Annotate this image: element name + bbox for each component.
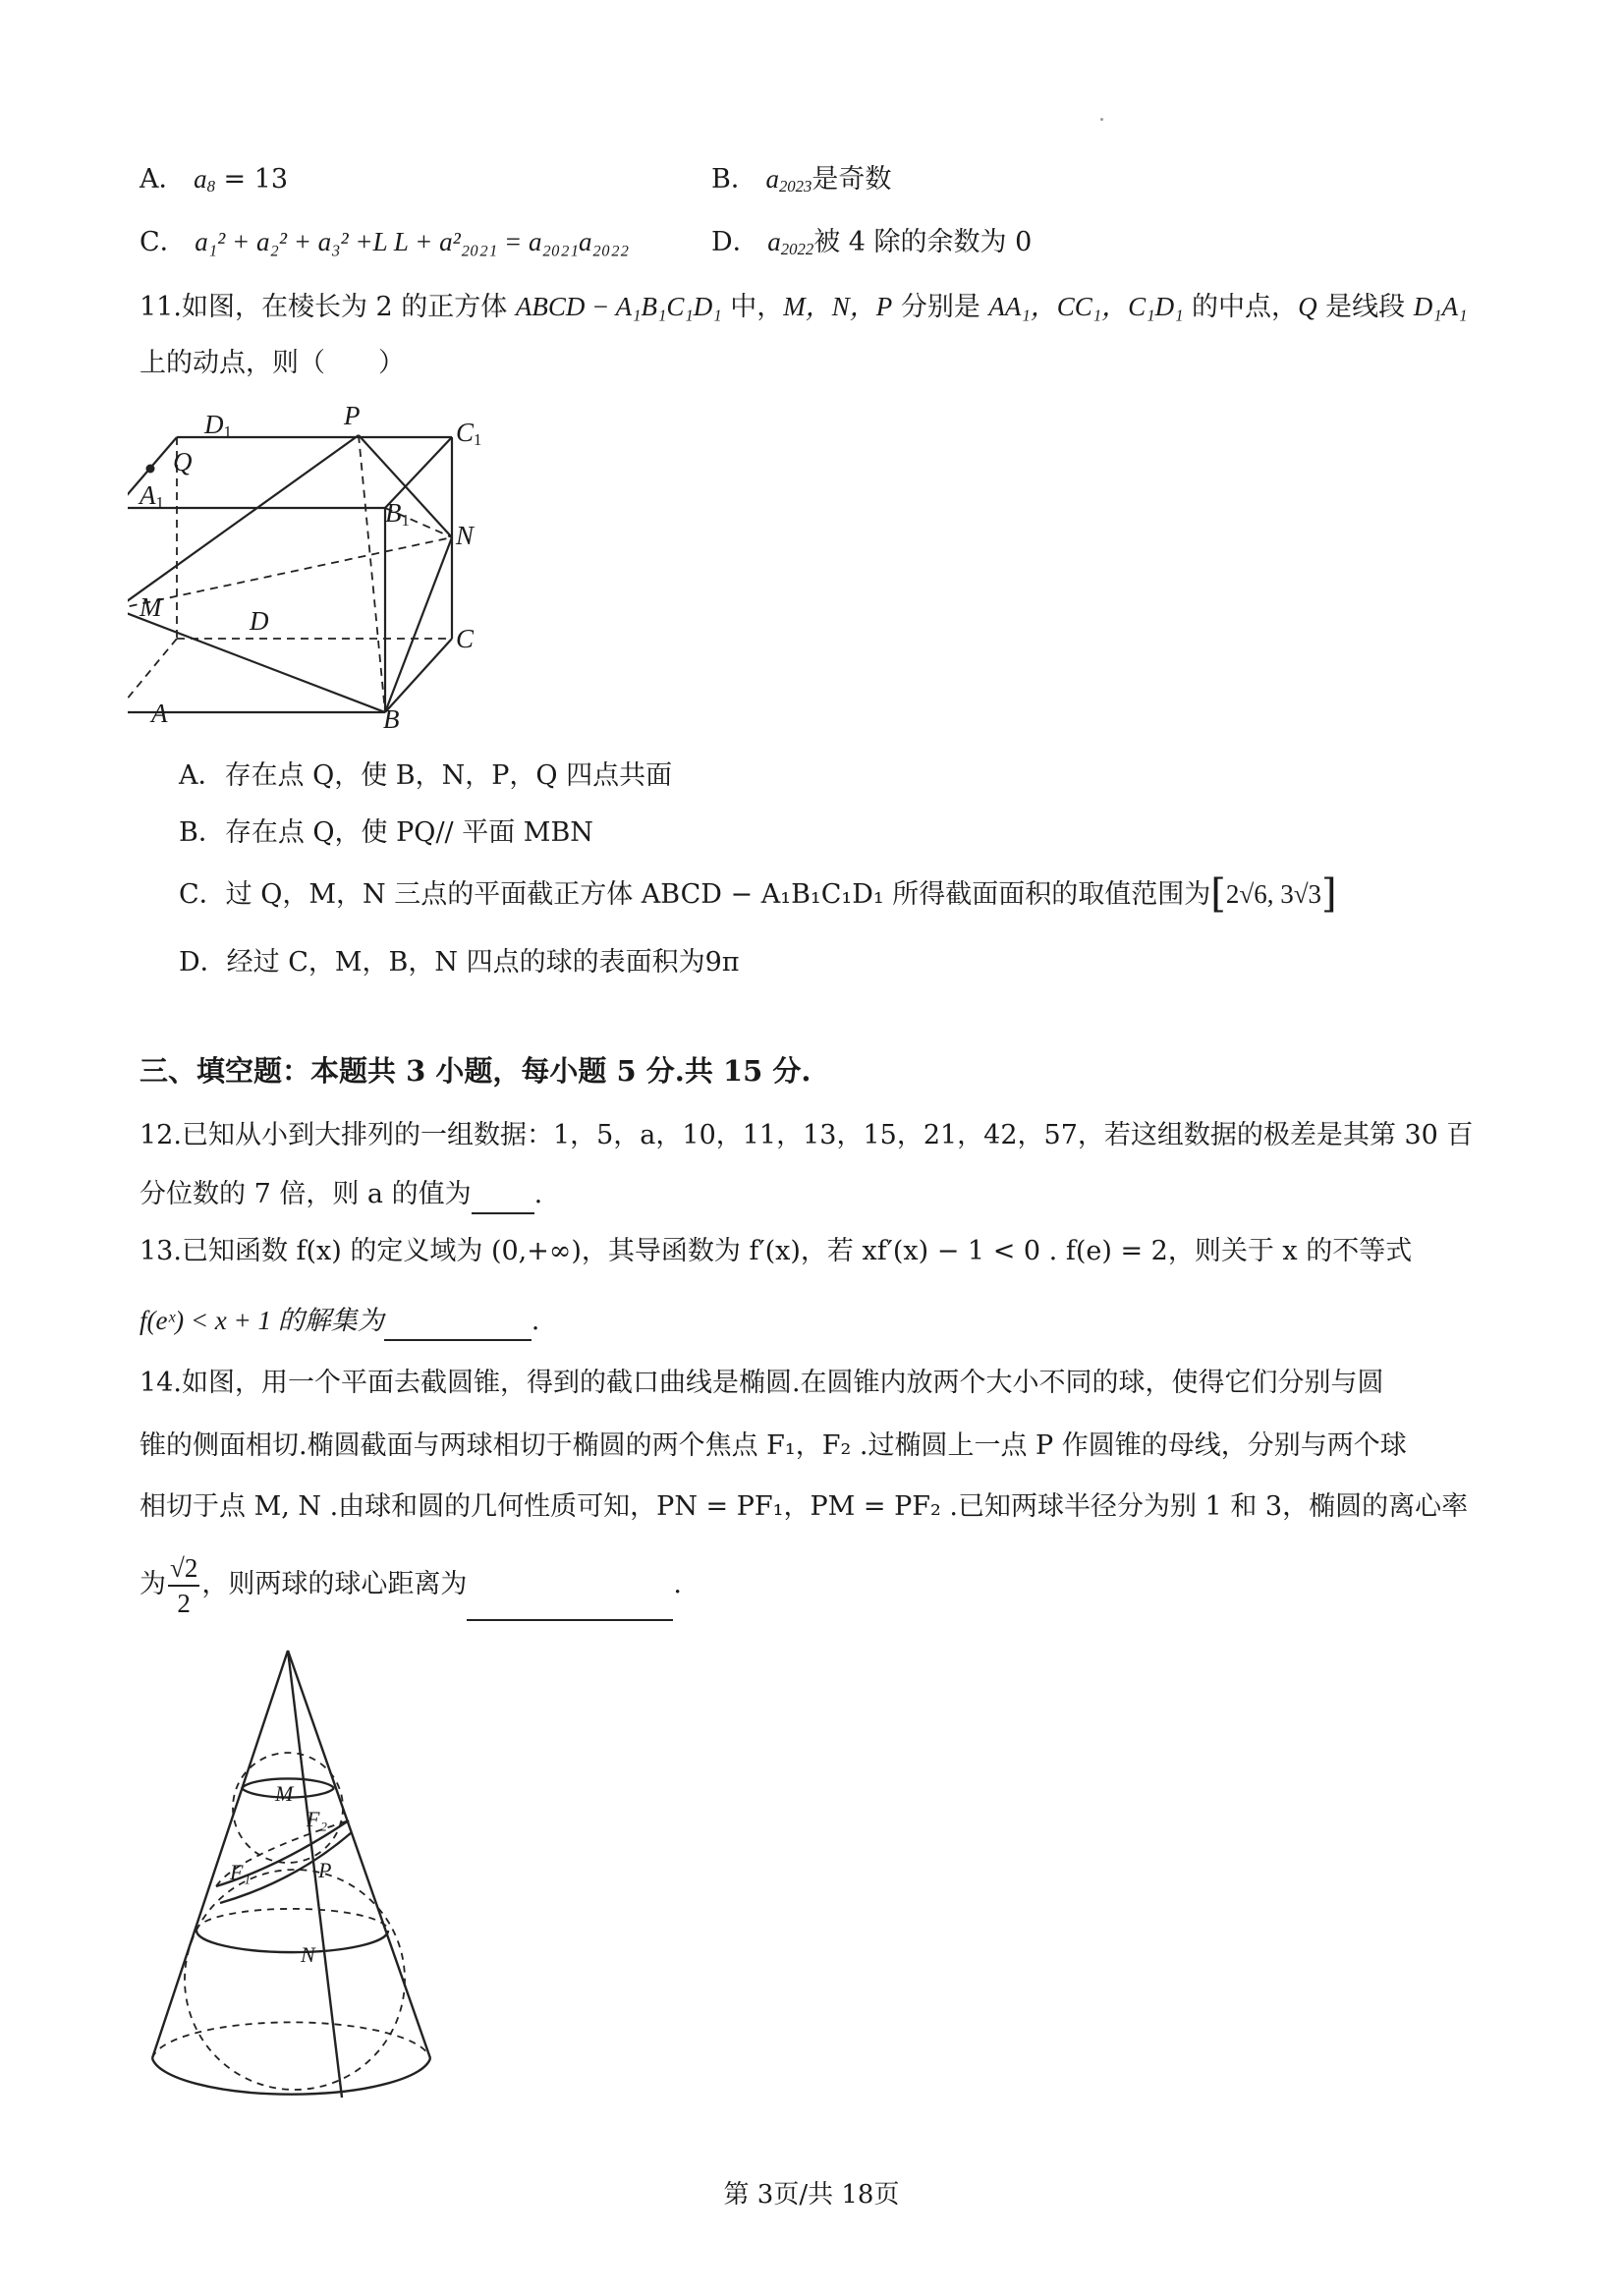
- label-d1: $D_1$: [204, 410, 232, 442]
- cone-figure: [138, 1646, 452, 2117]
- q11-option-c: C．过 Q，M，N 三点的平面截正方体 ABCD − A₁B₁C₁D₁ 所得截面面积的取值范围为[2√6, 3√3]: [179, 871, 1337, 917]
- q10-option-b: B． $a_{2023}$是奇数: [711, 164, 892, 196]
- q12-line1: 12.已知从小到大排列的一组数据：1，5，a，10，11，13，15，21，42，57，若这组数据的极差是其第 30 百: [140, 1120, 1474, 1150]
- eccentricity-fraction: $\frac{√2}{2}$: [170, 1552, 198, 1618]
- q13-line1: 13.已知函数 f(x) 的定义域为 (0,+∞)，其导函数为 f′(x)，若 xf′(x) − 1 < 0 . f(e) = 2，则关于 x 的不等式: [140, 1236, 1413, 1266]
- point-q-marker: [146, 465, 155, 474]
- scan-speck: [1100, 118, 1103, 121]
- q14-line4: 为 $\frac{√2}{2}$ ，则两球的球心距离为 .: [140, 1550, 682, 1621]
- q12-answer-blank[interactable]: [472, 1177, 534, 1214]
- label-q: Q: [173, 447, 193, 476]
- label-m: M: [140, 592, 162, 622]
- label-b1: $B_1$: [385, 498, 410, 531]
- section-heading: 三、填空题：本题共 3 小题，每小题 5 分.共 15 分.: [140, 1054, 812, 1088]
- q14-line3: 相切于点 M, N .由球和圆的几何性质可知，PN = PF₁，PM = PF₂ .已知两球半径分为别 1 和 3，椭圆的离心率: [140, 1491, 1469, 1522]
- q11-option-a: A．存在点 Q，使 B，N，P，Q 四点共面: [179, 760, 673, 791]
- label-d: D: [250, 606, 269, 636]
- q11-option-b: B．存在点 Q，使 PQ// 平面 MBN: [179, 817, 593, 848]
- label-c: C: [456, 624, 475, 653]
- cone-label-f1: F₁: [230, 1860, 252, 1884]
- q12-line2: 分位数的 7 倍，则 a 的值为 .: [140, 1177, 542, 1214]
- q11-stem-line1: 11.如图，在棱长为 2 的正方体 ABCD − A₁B₁C₁D₁ 中，M，N，P 分别是 AA₁，CC₁，C₁D₁ 的中点，Q 是线段 D₁A₁: [140, 292, 1468, 322]
- label-a: A: [151, 699, 168, 728]
- cone-label-n: N: [301, 1942, 315, 1967]
- page-footer: 第 3页/共 18页: [723, 2180, 900, 2210]
- q13-answer-blank[interactable]: [384, 1304, 532, 1341]
- q14-line1: 14.如图，用一个平面去截圆锥，得到的截口曲线是椭圆.在圆锥内放两个大小不同的球，使得它们分别与圆: [140, 1368, 1384, 1398]
- q11-stem-line2: 上的动点，则（ ）: [140, 348, 405, 378]
- q10-option-d: D． $a_{2022}$被 4 除的余数为 0: [711, 227, 1033, 259]
- q14-line2: 锥的侧面相切.椭圆截面与两球相切于椭圆的两个焦点 F₁，F₂ .过椭圆上一点 P 作圆锥的母线，分别与两个球: [140, 1430, 1407, 1461]
- label-p: P: [344, 401, 361, 430]
- label-n: N: [456, 521, 475, 550]
- label-b: B: [383, 704, 400, 734]
- q10-option-c: C． a₁² + a₂² + a₃² +L L + a²₂₀₂₁ = a₂₀₂₁a₂₀₂₂: [140, 227, 630, 257]
- cone-label-f2: F₂: [307, 1807, 328, 1831]
- q10-option-a: A． $a_8 = 13$: [140, 164, 289, 196]
- q11-option-d: D．经过 C，M，B，N 四点的球的表面积为9π: [179, 947, 740, 978]
- q14-answer-blank[interactable]: [467, 1550, 673, 1621]
- label-c1: $C_1$: [456, 418, 482, 450]
- cone-label-p: P: [318, 1858, 332, 1882]
- cone-label-m: M: [275, 1781, 294, 1806]
- label-a1: $A_1$: [140, 480, 164, 513]
- q13-line2: f(eˣ) < x + 1 的解集为 .: [140, 1303, 539, 1341]
